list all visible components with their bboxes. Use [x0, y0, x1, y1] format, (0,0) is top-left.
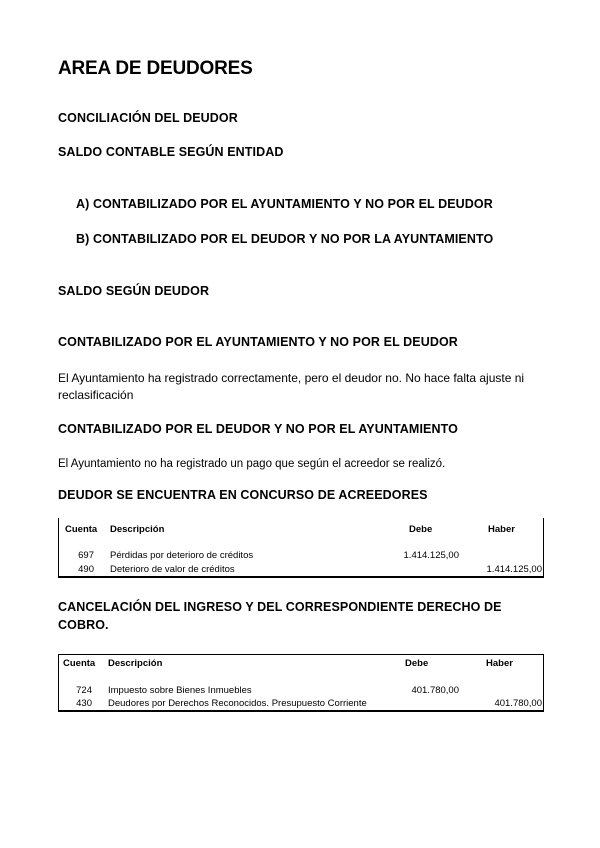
section2-heading: CONTABILIZADO POR EL DEUDOR Y NO POR EL AYUNTAMIENTO — [58, 422, 458, 436]
item-b: B) CONTABILIZADO POR EL DEUDOR Y NO POR LA AYUNTAMIENTO — [76, 232, 494, 246]
section1-heading: CONTABILIZADO POR EL AYUNTAMIENTO Y NO POR EL DEUDOR — [58, 335, 458, 349]
section4-heading-line1: CANCELACIÓN DEL INGRESO Y DEL CORRESPONDIENTE DERECHO DE — [58, 600, 502, 614]
row-debe: 401.780,00 — [411, 685, 459, 696]
header-haber: Haber — [486, 658, 513, 669]
row-cuenta: 430 — [76, 698, 92, 709]
header-descripcion: Descripción — [108, 658, 163, 669]
row-descripcion: Deterioro de valor de créditos — [110, 564, 235, 575]
page-title: AREA DE DEUDORES — [58, 58, 253, 79]
row-descripcion: Deudores por Derechos Reconocidos. Presupuesto Corriente — [108, 698, 367, 709]
table-border-right — [543, 518, 544, 576]
header-haber: Haber — [488, 524, 515, 535]
table-border-left — [58, 654, 59, 710]
row-cuenta: 697 — [78, 550, 94, 561]
row-descripcion: Pérdidas por deterioro de créditos — [110, 550, 254, 561]
row-haber: 401.780,00 — [494, 698, 542, 709]
row-descripcion: Impuesto sobre Bienes Inmuebles — [108, 685, 252, 696]
table-border-top — [58, 654, 544, 655]
header-descripcion: Descripción — [110, 524, 165, 535]
header-debe: Debe — [405, 658, 429, 669]
heading-conciliacion: CONCILIACIÓN DEL DEUDOR — [58, 111, 238, 125]
table-border-bottom — [58, 710, 544, 712]
heading-saldo-deudor: SALDO SEGÚN DEUDOR — [58, 284, 210, 298]
section2-text: El Ayuntamiento no ha registrado un pago que según el acreedor se realizó. — [58, 458, 446, 470]
table-border-right — [543, 654, 544, 710]
row-haber: 1.414.125,00 — [486, 564, 542, 575]
ledger-table-2 — [58, 654, 544, 714]
row-cuenta: 724 — [76, 685, 92, 696]
header-cuenta: Cuenta — [65, 524, 98, 535]
heading-saldo-entidad: SALDO CONTABLE SEGÚN ENTIDAD — [58, 145, 284, 159]
section1-text: El Ayuntamiento ha registrado correctamente, pero el deudor no. No hace falta ajuste ni reclasificación — [58, 371, 525, 402]
section3-heading: DEUDOR SE ENCUENTRA EN CONCURSO DE ACREEDORES — [58, 488, 428, 502]
header-debe: Debe — [409, 524, 433, 535]
table-border-bottom — [58, 576, 544, 578]
header-cuenta: Cuenta — [63, 658, 96, 669]
row-debe: 1.414.125,00 — [403, 550, 459, 561]
row-cuenta: 490 — [78, 564, 94, 575]
section4-heading-line2: COBRO. — [58, 618, 109, 632]
ledger-table-1 — [58, 516, 544, 580]
item-a: A) CONTABILIZADO POR EL AYUNTAMIENTO Y NO POR EL DEUDOR — [76, 197, 493, 211]
table-border-left — [58, 518, 59, 576]
